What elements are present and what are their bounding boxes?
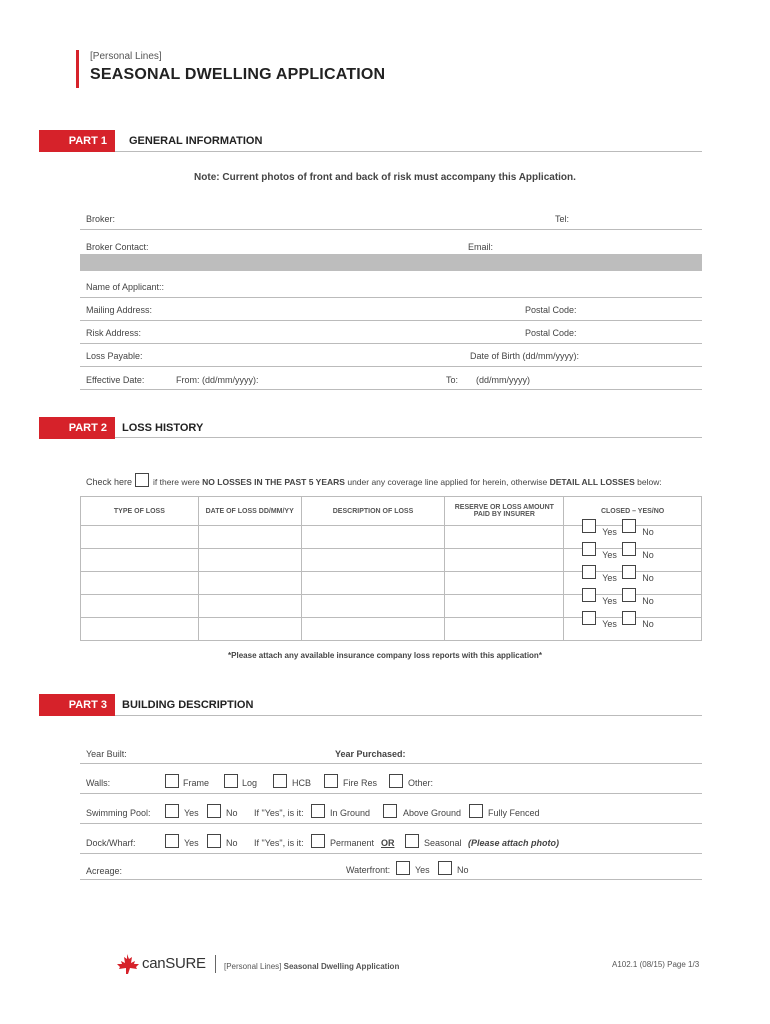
permanent-checkbox[interactable] <box>311 834 325 848</box>
header-accent-bar <box>76 50 79 88</box>
description-cell[interactable] <box>301 549 445 572</box>
effective-date-line[interactable] <box>80 389 702 390</box>
description-cell[interactable] <box>301 572 445 595</box>
applicant-name-label: Name of Applicant:: <box>86 282 165 292</box>
type-cell[interactable] <box>81 549 199 572</box>
footer-title: Seasonal Dwelling Application <box>283 962 400 971</box>
loss-table-header <box>81 497 702 526</box>
broker-label: Broker: <box>86 214 116 224</box>
frame-label: Frame <box>183 778 210 788</box>
part1-rule <box>115 151 702 152</box>
amount-cell[interactable] <box>445 618 564 641</box>
closed-yes-checkbox[interactable] <box>582 565 596 579</box>
loss-payable-line[interactable] <box>80 366 702 367</box>
fully-fenced-checkbox[interactable] <box>469 804 483 818</box>
part1-title: GENERAL INFORMATION <box>129 135 263 147</box>
fire-res-label: Fire Res <box>343 778 378 788</box>
attach-reports-note: *Please attach any available insurance company loss reports with this application* <box>228 651 542 660</box>
part2-title: LOSS HISTORY <box>122 422 204 434</box>
date-cell[interactable] <box>198 526 301 549</box>
dock-yes-label: Yes <box>184 838 199 848</box>
other-label: Other: <box>408 778 434 788</box>
page-number: A102.1 (08/15) Page 1/3 <box>612 960 700 969</box>
walls-label: Walls: <box>86 778 111 788</box>
statement-pre: if there were <box>153 477 200 487</box>
amount-cell[interactable] <box>445 595 564 618</box>
statement-bold-detail: DETAIL ALL LOSSES <box>549 477 635 487</box>
swimming-pool-label: Swimming Pool: <box>86 808 151 818</box>
description-cell[interactable] <box>301 595 445 618</box>
dock-wharf-label: Dock/Wharf: <box>86 838 136 848</box>
col-closed: CLOSED – YES/NO <box>564 497 702 526</box>
risk-postal-code-label: Postal Code: <box>525 328 577 338</box>
permanent-label: Permanent <box>330 838 375 848</box>
yes-label: Yes <box>602 527 617 537</box>
table-row <box>81 595 702 618</box>
dock-no-checkbox[interactable] <box>207 834 221 848</box>
statement-bold-no-losses: NO LOSSES IN THE PAST 5 YEARS <box>202 477 345 487</box>
part3-title: BUILDING DESCRIPTION <box>122 699 254 711</box>
type-cell[interactable] <box>81 618 199 641</box>
above-ground-checkbox[interactable] <box>383 804 397 818</box>
yes-label: Yes <box>602 550 617 560</box>
statement-end: below: <box>637 477 662 487</box>
part3-rule <box>115 715 702 716</box>
closed-no-checkbox[interactable] <box>622 611 636 625</box>
part3-tab: PART 3 <box>39 694 115 716</box>
dock-yes-checkbox[interactable] <box>165 834 179 848</box>
attach-photo-label: (Please attach photo) <box>468 838 560 848</box>
no-label: No <box>642 550 654 560</box>
section-separator-band <box>80 254 702 271</box>
closed-no-checkbox[interactable] <box>622 519 636 533</box>
dock-no-label: No <box>226 838 238 848</box>
above-ground-label: Above Ground <box>403 808 462 818</box>
date-cell[interactable] <box>198 618 301 641</box>
in-ground-label: In Ground <box>330 808 371 818</box>
waterfront-no-checkbox[interactable] <box>438 861 452 875</box>
footer-doc-name <box>224 962 399 971</box>
table-row <box>81 549 702 572</box>
no-label: No <box>642 527 654 537</box>
closed-no-checkbox[interactable] <box>622 588 636 602</box>
closed-yes-checkbox[interactable] <box>582 588 596 602</box>
no-label: No <box>642 573 654 583</box>
in-ground-checkbox[interactable] <box>311 804 325 818</box>
walls-hcb-checkbox[interactable] <box>273 774 287 788</box>
year-built-label: Year Built: <box>86 749 127 759</box>
closed-yes-checkbox[interactable] <box>582 542 596 556</box>
date-cell[interactable] <box>198 595 301 618</box>
no-label: No <box>642 596 654 606</box>
part2-rule <box>115 437 702 438</box>
tel-label: Tel: <box>555 214 570 224</box>
year-purchased-label: Year Purchased: <box>335 749 406 759</box>
type-cell[interactable] <box>81 526 199 549</box>
amount-cell[interactable] <box>445 549 564 572</box>
effective-date-label: Effective Date: <box>86 375 145 385</box>
or-label: OR <box>381 838 395 848</box>
log-label: Log <box>242 778 258 788</box>
footer-prefix: [Personal Lines] <box>224 962 282 971</box>
table-row <box>81 526 702 549</box>
table-row <box>81 572 702 595</box>
closed-no-checkbox[interactable] <box>622 565 636 579</box>
yes-label: Yes <box>602 619 617 629</box>
loss-history-table <box>80 496 702 641</box>
footer-divider <box>215 955 216 973</box>
applicant-name-line[interactable] <box>80 297 702 298</box>
pool-if-yes-label: If "Yes", is it: <box>254 808 304 818</box>
broker-contact-label: Broker Contact: <box>86 242 149 252</box>
yes-label: Yes <box>602 596 617 606</box>
walls-line[interactable] <box>80 793 702 794</box>
col-type-of-loss: TYPE OF LOSS <box>81 497 199 526</box>
document-subtitle: [Personal Lines] <box>90 51 162 62</box>
walls-fire-res-checkbox[interactable] <box>324 774 338 788</box>
risk-address-label: Risk Address: <box>86 328 142 338</box>
cansure-logo <box>112 953 212 980</box>
document-title: SEASONAL DWELLING APPLICATION <box>90 66 386 83</box>
part1-tab: PART 1 <box>39 130 115 152</box>
description-cell[interactable] <box>301 526 445 549</box>
dock-if-yes-label: If "Yes", is it: <box>254 838 304 848</box>
risk-address-line[interactable] <box>80 343 702 344</box>
col-description: DESCRIPTION OF LOSS <box>301 497 445 526</box>
walls-other-checkbox[interactable] <box>389 774 403 788</box>
photo-note: Note: Current photos of front and back of risk must accompany this Application. <box>194 172 576 183</box>
amount-cell[interactable] <box>445 572 564 595</box>
waterfront-yes-checkbox[interactable] <box>396 861 410 875</box>
hcb-label: HCB <box>292 778 312 788</box>
pool-yes-checkbox[interactable] <box>165 804 179 818</box>
date-cell[interactable] <box>198 572 301 595</box>
mailing-address-line[interactable] <box>80 320 702 321</box>
dock-line[interactable] <box>80 853 702 854</box>
waterfront-no-label: No <box>457 865 469 875</box>
yes-label: Yes <box>602 573 617 583</box>
date-cell[interactable] <box>198 549 301 572</box>
check-here-label: Check here <box>86 477 133 487</box>
walls-frame-checkbox[interactable] <box>165 774 179 788</box>
type-cell[interactable] <box>81 572 199 595</box>
fully-fenced-label: Fully Fenced <box>488 808 540 818</box>
no-label: No <box>642 619 654 629</box>
no-losses-statement <box>153 477 662 487</box>
logo-wordmark: canSURE <box>142 955 206 972</box>
description-cell[interactable] <box>301 618 445 641</box>
loss-payable-label: Loss Payable: <box>86 351 143 361</box>
pool-no-checkbox[interactable] <box>207 804 221 818</box>
from-label: From: (dd/mm/yyyy): <box>176 375 259 385</box>
closed-yes-checkbox[interactable] <box>582 519 596 533</box>
broker-line[interactable] <box>80 229 702 230</box>
pool-yes-label: Yes <box>184 808 199 818</box>
col-date-of-loss: DATE OF LOSS DD/MM/YY <box>198 497 301 526</box>
walls-log-checkbox[interactable] <box>224 774 238 788</box>
mailing-address-label: Mailing Address: <box>86 305 153 315</box>
date-of-birth-label: Date of Birth (dd/mm/yyyy): <box>470 351 580 361</box>
col-reserve-amount: RESERVE OR LOSS AMOUNT PAID BY INSURER <box>445 497 564 526</box>
type-cell[interactable] <box>81 595 199 618</box>
statement-mid: under any coverage line applied for herein, otherwise <box>347 477 548 487</box>
pool-no-label: No <box>226 808 238 818</box>
acreage-label: Acreage: <box>86 866 123 876</box>
to-label: To: <box>446 375 459 385</box>
no-losses-checkbox[interactable] <box>135 473 149 487</box>
email-label: Email: <box>468 242 494 252</box>
seasonal-label: Seasonal <box>424 838 462 848</box>
seasonal-checkbox[interactable] <box>405 834 419 848</box>
pool-line[interactable] <box>80 823 702 824</box>
part2-tab: PART 2 <box>39 417 115 439</box>
to-format-label: (dd/mm/yyyy) <box>476 375 530 385</box>
waterfront-yes-label: Yes <box>415 865 430 875</box>
table-row <box>81 618 702 641</box>
year-line[interactable] <box>80 763 702 764</box>
closed-no-checkbox[interactable] <box>622 542 636 556</box>
waterfront-label: Waterfront: <box>346 865 391 875</box>
amount-cell[interactable] <box>445 526 564 549</box>
acreage-line[interactable] <box>80 879 702 880</box>
postal-code-label: Postal Code: <box>525 305 577 315</box>
closed-yes-checkbox[interactable] <box>582 611 596 625</box>
closed-cell <box>564 618 702 641</box>
